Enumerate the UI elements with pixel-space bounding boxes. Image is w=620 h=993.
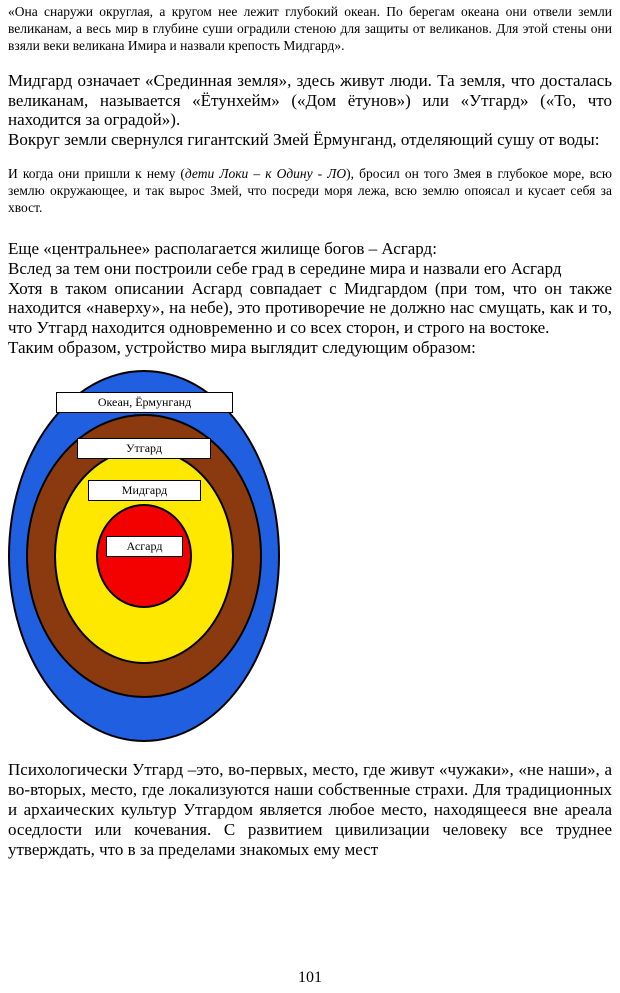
paragraph-quote-earth: «Она снаружи округлая, а кругом нее лежит глубокий океан. По берегам океана они отвели земли великанам, а весь мир в глубине суши оградили стеною для защиты от великанов. Для этой стены они взяли веки великана Имира и назвали крепость Мидгард».: [8, 4, 612, 53]
page-number: 101: [298, 969, 322, 986]
quote-suffix: ), бросил он того Змея в глубокое море, всю землю окружающее, и так вырос Змей, что посреди моря лежа, всю землю опоясал и кусает себя за хвост.: [8, 166, 612, 215]
paragraph-world-structure-lead: Таким образом, устройство мира выглядит следующим образом:: [8, 338, 476, 358]
paragraph-quote-serpent: [8, 166, 612, 217]
quote-prefix: И когда они пришли к нему (: [8, 166, 185, 182]
spacer: [8, 150, 612, 166]
world-structure-diagram: [8, 370, 280, 750]
spacer: [8, 217, 612, 239]
paragraph-contradiction: Хотя в таком описании Асгард совпадает с Мидгардом (при том, что он также находится «наверху», на небе), это противоречие не должно нас смущать, как и то, что Утгард находится одновременно и со всех сторон, и строго на востоке.: [8, 278, 612, 338]
diagram-label-midgard: Мидгард: [88, 480, 201, 501]
diagram-label-utgard: Утгард: [77, 438, 211, 459]
paragraph-asgard-quote: Вслед за тем они построили себе град в середине мира и назвали его Асгард: [8, 258, 562, 278]
paragraph-jormungandr-intro: Вокруг земли свернулся гигантский Змей Ёрмунганд, отделяющий сушу от воды:: [8, 130, 600, 150]
paragraph-midgard-meaning: Мидгард означает «Срединная земля», здесь живут люди. Та земля, что досталась великанам, называется «Ётунхейм» («Дом ётунов») или «Утгард» («То, что находится за оградой»).: [8, 70, 612, 130]
diagram-label-ocean: Океан, Ёрмунганд: [56, 392, 233, 413]
spacer: [8, 55, 612, 71]
world-structure-diagram-wrapper: [8, 370, 612, 760]
diagram-label-asgard: Асгард: [106, 536, 183, 557]
paragraph-psychology-utgard: Психологически Утгард –это, во-первых, место, где живут «чужаки», «не наши», а во-вторых, место, где локализуются наши собственные страхи. Для традиционных и архаических культур Утгардом является любое место, находящееся вне ареала оседлости или кочевания. С развитием цивилизации человеку все труднее утверждать, что в за пределами знакомых ему мест: [8, 760, 612, 859]
paragraph-asgard-intro: Еще «центральнее» располагается жилище богов – Асгард:: [8, 238, 437, 258]
quote-italic-note: дети Локи – к Одину - ЛО: [184, 166, 347, 182]
